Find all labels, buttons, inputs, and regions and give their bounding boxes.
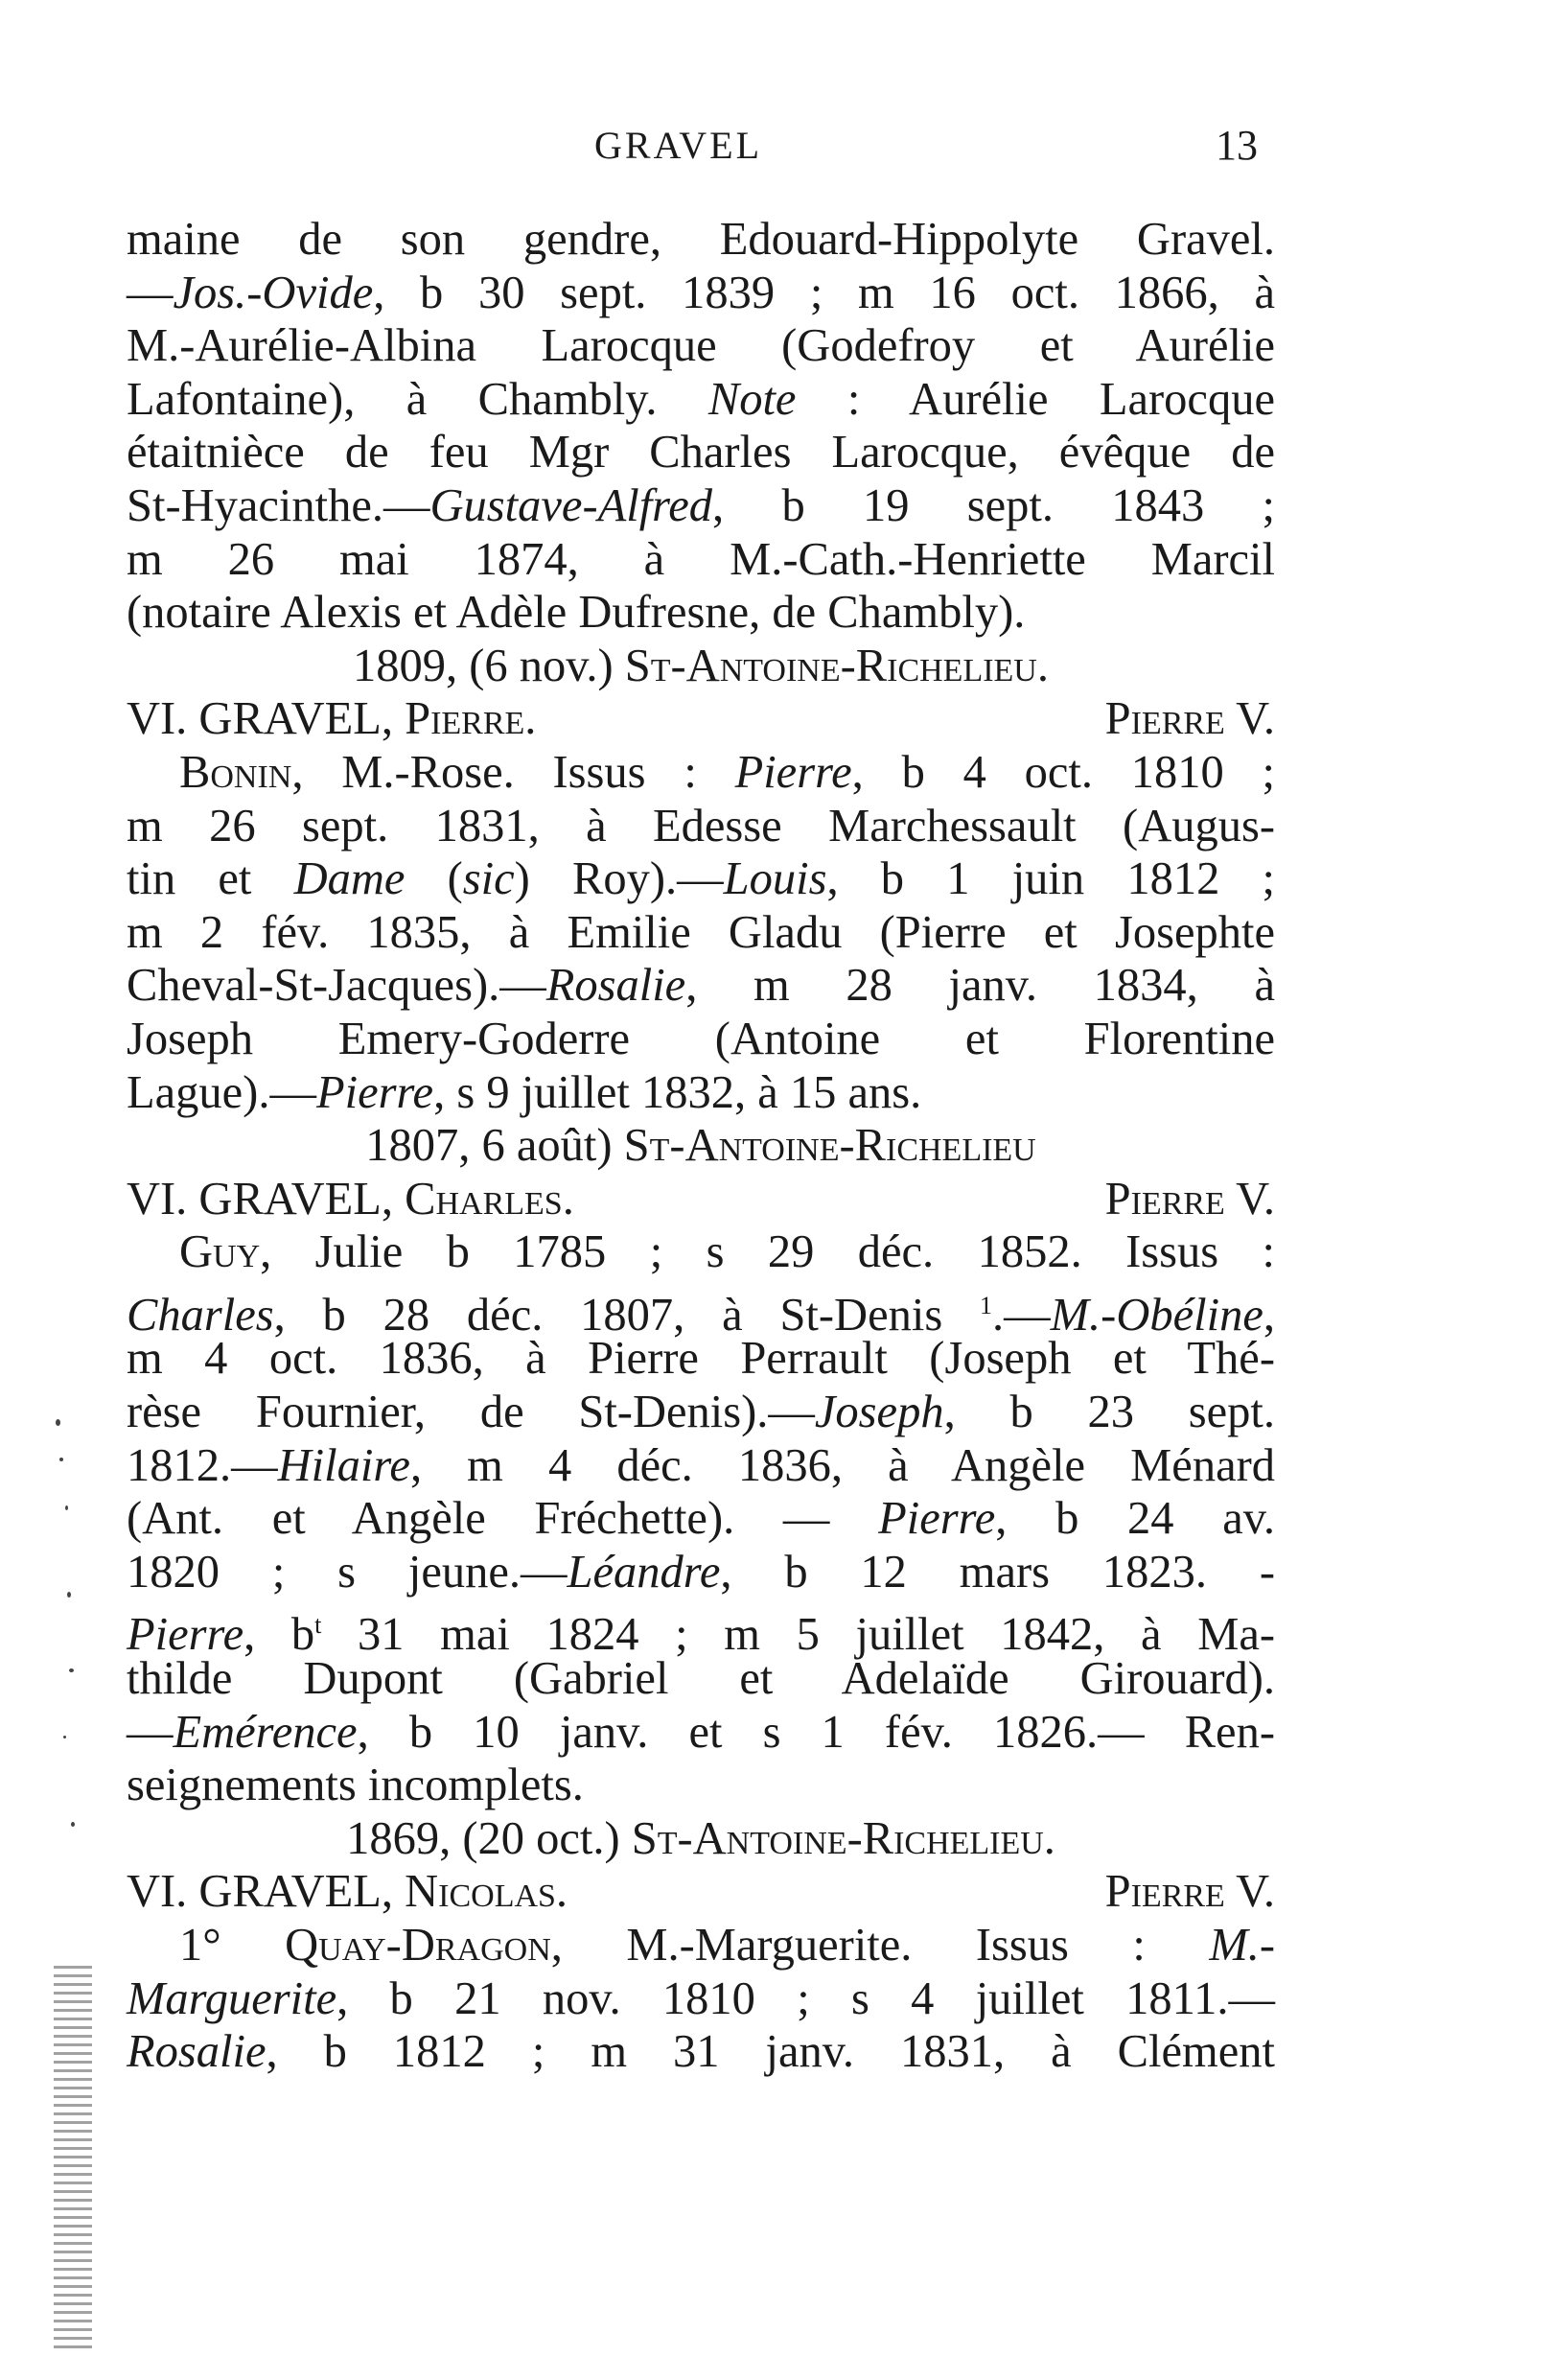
entry-heading — [127, 1173, 1275, 1226]
text-line — [127, 267, 1275, 320]
text-line — [127, 373, 1275, 427]
ink-speck — [59, 1458, 63, 1461]
text-run: 1820 ; s jeune.— — [127, 1546, 568, 1598]
ink-speck — [65, 1505, 68, 1510]
person-name: Hilaire — [277, 1439, 410, 1491]
text-run: , M.-Rose. Issus : — [291, 746, 735, 798]
entry-heading — [127, 692, 1275, 746]
text-run: Lague).— — [127, 1066, 316, 1118]
text-run: , b 24 av. — [995, 1493, 1275, 1545]
text-run: , m 4 déc. 1836, à Angèle Ménard — [409, 1439, 1275, 1491]
text-run: — — [127, 1706, 174, 1758]
entry-given-name: Pierre. — [405, 693, 537, 745]
entry-heading-right — [1105, 692, 1275, 746]
text-line — [127, 800, 1275, 853]
person-name: Charles — [127, 1290, 274, 1342]
marriage-date-line — [127, 1119, 1275, 1173]
text-run: — — [127, 267, 174, 318]
text-line — [127, 906, 1275, 960]
text-run: , b 30 sept. 1839 ; m 16 oct. 1866, à — [373, 267, 1275, 318]
marriage-date-line — [127, 1812, 1275, 1866]
text-run: m 26 mai 1874, à M.-Cath.-Henriette Marcil — [127, 533, 1275, 585]
text-run: rèse Fournier, de St-Denis).— — [127, 1387, 815, 1438]
entry-heading-left — [127, 692, 536, 746]
text-run: , b 12 mars 1823. - — [720, 1546, 1275, 1598]
parent-name: Pierre — [1104, 1173, 1225, 1225]
text-line — [127, 1492, 1275, 1546]
text-line — [127, 1013, 1275, 1066]
running-title: GRAVEL — [594, 124, 763, 167]
text-line — [127, 426, 1275, 479]
text-line — [127, 1439, 1275, 1493]
text-line — [127, 1066, 1275, 1120]
text-line — [127, 319, 1275, 373]
note-label: Note — [707, 373, 797, 425]
text-run: 31 mai 1824 ; m 5 juillet 1842, à Ma- — [321, 1609, 1276, 1661]
entry-given-name: Nicolas. — [405, 1866, 568, 1918]
text-line — [127, 1225, 1275, 1279]
text-run: , b 28 déc. 1807, à St-Denis — [273, 1290, 981, 1342]
text-line — [127, 479, 1275, 533]
ink-speck — [56, 1419, 60, 1426]
footnote-marker: 1 — [980, 1291, 993, 1319]
generation-number: V. — [1224, 1866, 1275, 1918]
text-run: thilde Dupont (Gabriel et Adelaïde Girouard). — [127, 1653, 1275, 1705]
text-run: maine de son gendre, Edouard-Hippolyte Gravel. — [127, 214, 1275, 265]
text-run: ( — [405, 853, 463, 905]
person-name: Gustave-Alfred — [429, 479, 713, 531]
person-name: Pierre — [127, 1609, 244, 1661]
entry-heading-right — [1105, 1865, 1275, 1919]
ink-speck — [69, 1668, 74, 1672]
person-name: Emérence — [173, 1706, 358, 1758]
text-run: Lafontaine), à Chambly. — [127, 373, 708, 425]
page-number: 13 — [1216, 122, 1258, 169]
text-run: , m 28 janv. 1834, à — [685, 960, 1275, 1012]
text-run: M.-Aurélie-Albina Larocque (Godefroy et Aurélie — [127, 320, 1275, 372]
text-run: : Aurélie Larocque — [796, 373, 1275, 425]
text-run: (notaire Alexis et Adèle Dufresne, de Chambly). — [127, 587, 1026, 639]
text-run: , b — [243, 1609, 315, 1661]
marriage-date: 1809, (6 nov.) — [353, 640, 625, 691]
person-name: Léandre — [567, 1546, 721, 1598]
text-run: m 2 fév. 1835, à Emilie Gladu (Pierre et Josephte — [127, 906, 1275, 958]
text-run: étaitnièce de feu Mgr Charles Larocque, évêque de — [127, 427, 1275, 478]
entry-heading — [127, 1865, 1275, 1919]
person-name: Louis — [723, 853, 827, 905]
entry-surname: VI. GRAVEL, — [127, 1866, 406, 1918]
text-run: m 4 oct. 1836, à Pierre Perrault (Joseph et Thé- — [127, 1333, 1275, 1385]
text-line — [127, 1598, 1276, 1661]
entry-surname: VI. GRAVEL, — [127, 693, 406, 745]
ink-speck — [63, 1736, 66, 1738]
text-run: , b 19 sept. 1843 ; — [712, 479, 1275, 531]
entry-heading-right — [1105, 1173, 1275, 1226]
text-run: .— — [992, 1290, 1051, 1342]
text-run: tin et — [127, 853, 294, 905]
person-name: Pierre — [878, 1493, 996, 1545]
spouse-surname: Bonin — [179, 746, 292, 798]
text-run: , M.-Marguerite. Issus : — [550, 1920, 1210, 1971]
text-run: m 26 sept. 1831, à Edesse Marchessault (Augus- — [127, 800, 1275, 852]
text-run: , b 10 janv. et s 1 fév. 1826.— Ren- — [357, 1706, 1275, 1758]
entry-heading-left — [127, 1173, 574, 1226]
text-run: St-Hyacinthe.— — [127, 479, 430, 531]
text-run: Cheval-St-Jacques).— — [127, 960, 546, 1012]
sic-note: sic — [462, 853, 515, 905]
text-line — [127, 213, 1275, 267]
text-line — [127, 533, 1275, 587]
parent-name: Pierre — [1104, 693, 1225, 745]
superscript-mark: t — [314, 1611, 322, 1640]
person-name: Jos.-Ovide — [173, 267, 374, 318]
marriage-date: 1869, (20 oct.) — [346, 1812, 632, 1864]
spouse-surname: Guy — [179, 1226, 261, 1278]
person-name: Rosalie — [127, 2026, 267, 2078]
text-line — [127, 2025, 1275, 2079]
person-name: Pierre — [734, 746, 852, 798]
text-line — [127, 959, 1275, 1013]
entry-surname: VI. GRAVEL, — [127, 1173, 406, 1225]
generation-number: V. — [1224, 693, 1275, 745]
text-line — [127, 852, 1275, 906]
person-name: Dame — [293, 853, 406, 905]
text-run: 1° — [179, 1920, 286, 1971]
text-line — [127, 1546, 1275, 1599]
binding-edge-noise — [54, 1966, 92, 2349]
text-run: , b 21 nov. 1810 ; s 4 juillet 1811.— — [336, 1972, 1275, 2024]
person-name: M.- — [1209, 1920, 1275, 1971]
text-line — [127, 1759, 1275, 1812]
person-name: Marguerite — [127, 1972, 337, 2024]
marriage-date-line — [127, 640, 1275, 693]
text-run: , Julie b 1785 ; s 29 déc. 1852. Issus : — [260, 1226, 1275, 1278]
person-name: Rosalie — [545, 960, 686, 1012]
person-name: Pierre — [315, 1066, 434, 1118]
text-line — [127, 1386, 1275, 1439]
text-run: , b 4 oct. 1810 ; — [851, 746, 1275, 798]
ink-speck — [67, 1592, 71, 1598]
person-name: M.-Obéline — [1050, 1290, 1263, 1342]
text-line — [127, 1972, 1275, 2026]
text-run: (Ant. et Angèle Fréchette). — — [127, 1493, 879, 1545]
text-line — [127, 586, 1275, 640]
text-line — [127, 1706, 1275, 1760]
text-run: Joseph Emery-Goderre (Antoine et Florentine — [127, 1013, 1275, 1064]
text-run: seignements incomplets. — [127, 1760, 584, 1811]
parish-name: St-Antoine-Richelieu. — [624, 640, 1049, 691]
text-line — [127, 1279, 1275, 1342]
spouse-surname: Quay-Dragon — [285, 1920, 551, 1971]
text-run: , — [1263, 1290, 1275, 1342]
running-head — [0, 113, 1553, 171]
text-line — [127, 1919, 1275, 1972]
text-run: ) Roy).— — [514, 853, 724, 905]
ink-speck — [71, 1822, 75, 1827]
text-block — [127, 213, 1275, 2079]
text-run: 1812.— — [127, 1439, 278, 1491]
entry-given-name: Charles. — [405, 1173, 574, 1225]
person-name: Joseph — [814, 1387, 944, 1438]
parish-name: St-Antoine-Richelieu — [623, 1120, 1036, 1172]
parent-name: Pierre — [1104, 1866, 1225, 1918]
generation-number: V. — [1224, 1173, 1275, 1225]
text-run: , b 1 juin 1812 ; — [826, 853, 1276, 905]
parish-name: St-Antoine-Richelieu. — [631, 1812, 1055, 1864]
entry-heading-left — [127, 1865, 568, 1919]
text-line — [127, 1652, 1275, 1706]
text-line — [127, 1332, 1275, 1386]
text-line — [127, 746, 1275, 800]
text-run: , s 9 juillet 1832, à 15 ans. — [433, 1066, 922, 1118]
text-run: , b 1812 ; m 31 janv. 1831, à Clément — [266, 2026, 1275, 2078]
marriage-date: 1807, 6 août) — [365, 1120, 624, 1172]
text-run: , b 23 sept. — [943, 1387, 1275, 1438]
